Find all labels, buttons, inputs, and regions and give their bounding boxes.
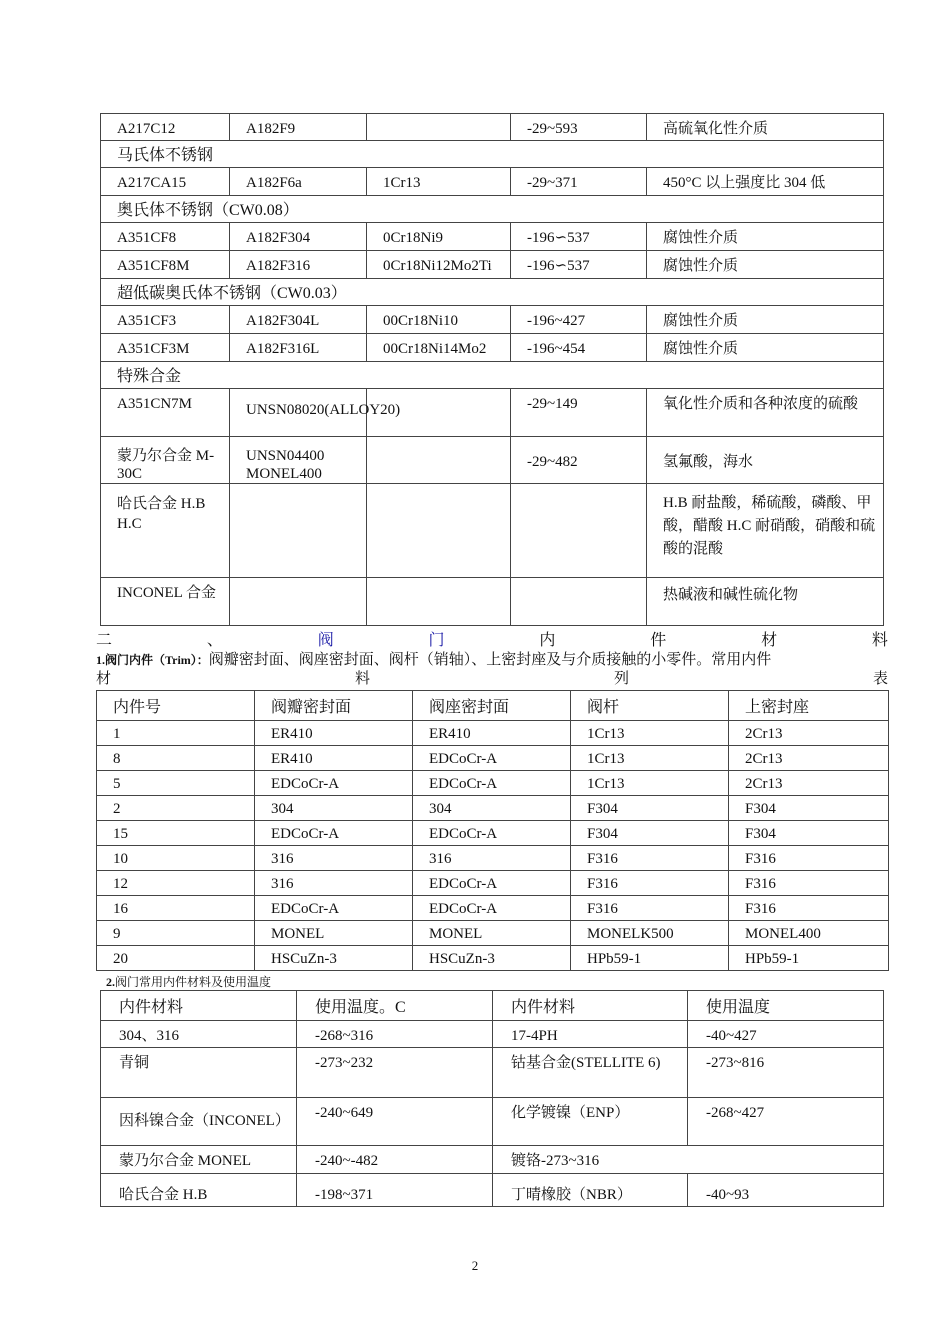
table-row (97, 921, 889, 946)
category-header: 特殊合金 (101, 362, 884, 389)
table-cell: -29~593 (511, 114, 647, 141)
table-cell: -196∽537 (511, 223, 647, 251)
column-header: 使用温度 (688, 991, 884, 1021)
table-cell: 腐蚀性介质 (647, 251, 884, 279)
table-cell: 1Cr13 (367, 168, 511, 196)
table-cell: F316 (729, 871, 889, 896)
table-cell: 氧化性介质和各种浓度的硫酸 (647, 389, 884, 437)
table-cell: -40~427 (688, 1021, 884, 1048)
table-cell: MONEL (413, 921, 571, 946)
table-row (101, 1098, 884, 1146)
table-cell: -273~816 (688, 1048, 884, 1098)
table-cell: 0Cr18Ni9 (367, 223, 511, 251)
table-cell: -268~316 (297, 1021, 493, 1048)
table-cell: -196~454 (511, 334, 647, 362)
intro-number: 1. (96, 653, 105, 667)
table-cell: EDCoCr-A (255, 896, 413, 921)
table-row (101, 196, 884, 223)
table-row (101, 389, 884, 437)
table-cell: -198~371 (297, 1174, 493, 1207)
table-cell: F304 (729, 821, 889, 846)
table-cell: ER410 (413, 721, 571, 746)
table-cell: 316 (413, 846, 571, 871)
table-cell: -196∽537 (511, 251, 647, 279)
table-cell: 2Cr13 (729, 721, 889, 746)
table-cell: F316 (729, 846, 889, 871)
table-cell: 316 (255, 871, 413, 896)
column-header: 阀座密封面 (413, 691, 571, 721)
table-cell: A182F316 (230, 251, 367, 279)
table-cell: F316 (729, 896, 889, 921)
section-title-char: 内 (539, 632, 556, 649)
table-cell: -196~427 (511, 306, 647, 334)
table-cell: -273~232 (297, 1048, 493, 1098)
table-cell: MONELK500 (571, 921, 729, 946)
table-row (101, 578, 884, 626)
table-cell: -29~482 (511, 437, 647, 484)
table-cell: A182F316L (230, 334, 367, 362)
table-row (101, 114, 884, 141)
table-cell: 12 (97, 871, 255, 896)
table-cell: ER410 (255, 721, 413, 746)
table-cell: EDCoCr-A (413, 746, 571, 771)
table-row (101, 279, 884, 306)
table-cell: F304 (571, 821, 729, 846)
table-cell: EDCoCr-A (255, 821, 413, 846)
intro-bold: 阀门内件（Trim）： (105, 653, 209, 667)
subsection-title (106, 975, 271, 989)
column-header: 内件材料 (101, 991, 297, 1021)
table-cell: 8 (97, 746, 255, 771)
table-cell: -29~371 (511, 168, 647, 196)
table-row (101, 362, 884, 389)
table-cell: F304 (729, 796, 889, 821)
column-header: 阀杆 (571, 691, 729, 721)
table-cell: 腐蚀性介质 (647, 306, 884, 334)
table-row (101, 306, 884, 334)
table-cell: HPb59-1 (571, 946, 729, 971)
table-cell (367, 114, 511, 141)
table-cell: 高硫氧化性介质 (647, 114, 884, 141)
table-row (97, 946, 889, 971)
table-cell: 316 (255, 846, 413, 871)
table-cell: 15 (97, 821, 255, 846)
table-row (97, 721, 889, 746)
table-cell: A182F304 (230, 223, 367, 251)
table-row (101, 1146, 884, 1174)
page-number: 2 (471, 1258, 479, 1273)
section-title-char: 二 (96, 632, 113, 649)
table-cell: 蒙乃尔合金 M-30C (101, 437, 230, 484)
table-row (101, 334, 884, 362)
table-row (97, 846, 889, 871)
trim-intro-line2 (96, 670, 888, 688)
table-cell: 00Cr18Ni10 (367, 306, 511, 334)
table-row (101, 437, 884, 484)
table-cell: 青铜 (101, 1048, 297, 1098)
table-cell: EDCoCr-A (413, 821, 571, 846)
table-cell: 2 (97, 796, 255, 821)
table-cell: 5 (97, 771, 255, 796)
table-cell: UNSN04400 MONEL400 (230, 437, 367, 484)
table-cell: A351CF3 (101, 306, 230, 334)
column-header: 使用温度。C (297, 991, 493, 1021)
table-cell: 304、316 (101, 1021, 297, 1048)
category-header: 奥氏体不锈钢（CW0.08） (101, 196, 884, 223)
table-cell: 1Cr13 (571, 771, 729, 796)
table-cell (511, 484, 647, 578)
table-cell: A217C12 (101, 114, 230, 141)
section-title-char: 门 (428, 632, 445, 649)
table-row (101, 223, 884, 251)
table-cell: 热碱液和碱性硫化物 (647, 578, 884, 626)
table-cell: EDCoCr-A (255, 771, 413, 796)
table-cell (230, 578, 367, 626)
table-cell (367, 484, 511, 578)
table-cell: 10 (97, 846, 255, 871)
table-cell: F304 (571, 796, 729, 821)
table-cell: A182F9 (230, 114, 367, 141)
table-cell: A351CN7M (101, 389, 230, 437)
table-cell: 17-4PH (493, 1021, 688, 1048)
table-cell: 腐蚀性介质 (647, 334, 884, 362)
table-cell: 哈氏合金 H.B H.C (101, 484, 230, 578)
table-cell: 2Cr13 (729, 771, 889, 796)
table-cell: 因科镍合金（INCONEL） (101, 1098, 297, 1146)
table-cell (511, 578, 647, 626)
table-cell: EDCoCr-A (413, 896, 571, 921)
table-row (97, 871, 889, 896)
table-cell: 9 (97, 921, 255, 946)
section-title-char: 材 (761, 632, 778, 649)
table-cell: HPb59-1 (729, 946, 889, 971)
table-cell: 16 (97, 896, 255, 921)
table-cell: 1Cr13 (571, 721, 729, 746)
category-header: 马氏体不锈钢 (101, 141, 884, 168)
table-row (101, 1174, 884, 1207)
table-cell: EDCoCr-A (413, 871, 571, 896)
table-cell: A351CF8M (101, 251, 230, 279)
table-cell: HSCuZn-3 (255, 946, 413, 971)
intro-char: 表 (872, 671, 888, 687)
table-row (97, 896, 889, 921)
table-cell: A351CF8 (101, 223, 230, 251)
table-cell: INCONEL 合金 (101, 578, 230, 626)
table-cell: F316 (571, 846, 729, 871)
table-row (97, 796, 889, 821)
table-cell: A217CA15 (101, 168, 230, 196)
category-header: 超低碳奥氏体不锈钢（CW0.03） (101, 279, 884, 306)
table-cell: 镀铬-273~316 (493, 1146, 884, 1174)
table-cell: 化学镀镍（ENP） (493, 1098, 688, 1146)
table-row (101, 251, 884, 279)
table-cell: -40~93 (688, 1174, 884, 1207)
table-row (97, 746, 889, 771)
section-title-char: 件 (650, 632, 667, 649)
intro-char: 列 (613, 671, 629, 687)
column-header: 阀瓣密封面 (255, 691, 413, 721)
trim-table (96, 690, 889, 971)
table-header-row (101, 991, 884, 1021)
column-header: 上密封座 (729, 691, 889, 721)
column-header: 内件材料 (493, 991, 688, 1021)
table-cell: -29~149 (511, 389, 647, 437)
table-cell: MONEL400 (729, 921, 889, 946)
section-title-char: 阀 (317, 632, 334, 649)
table-cell: A182F6a (230, 168, 367, 196)
table-row (101, 484, 884, 578)
table-cell: 腐蚀性介质 (647, 223, 884, 251)
table-cell: H.B 耐盐酸，稀硫酸，磷酸、甲酸，醋酸 H.C 耐硝酸，硝酸和硫酸的混酸 (647, 484, 884, 578)
table-cell: F316 (571, 896, 729, 921)
table-row (97, 771, 889, 796)
table-cell: A351CF3M (101, 334, 230, 362)
table-cell: 450°C 以上强度比 304 低 (647, 168, 884, 196)
table-cell: F316 (571, 871, 729, 896)
table-cell (367, 578, 511, 626)
subsection-number: 2. (106, 975, 115, 989)
table-row (101, 1021, 884, 1048)
table-cell: 1Cr13 (571, 746, 729, 771)
table-cell: 丁晴橡胶（NBR） (493, 1174, 688, 1207)
table-cell: 304 (413, 796, 571, 821)
table-row (101, 141, 884, 168)
table-cell: -268~427 (688, 1098, 884, 1146)
table-header-row (97, 691, 889, 721)
table-cell: 0Cr18Ni12Mo2Ti (367, 251, 511, 279)
table-cell: -240~-482 (297, 1146, 493, 1174)
temperature-table (100, 990, 884, 1207)
table-row (97, 821, 889, 846)
table-cell: -240~649 (297, 1098, 493, 1146)
table-row (101, 168, 884, 196)
column-header: 内件号 (97, 691, 255, 721)
table-cell: 1 (97, 721, 255, 746)
intro-text: 阀瓣密封面、阀座密封面、阀杆（销轴）、上密封座及与介质接触的小零件。常用内件 (208, 652, 772, 668)
table-cell: 20 (97, 946, 255, 971)
table-cell: ER410 (255, 746, 413, 771)
subsection-text: 阀门常用内件材料及使用温度 (115, 975, 272, 989)
table-cell: MONEL (255, 921, 413, 946)
table-cell: HSCuZn-3 (413, 946, 571, 971)
section-title-char: 料 (871, 632, 888, 649)
section-title-char: 、 (206, 632, 223, 649)
table-cell: 蒙乃尔合金 MONEL (101, 1146, 297, 1174)
table-cell: 哈氏合金 H.B (101, 1174, 297, 1207)
materials-table (100, 113, 884, 626)
table-cell: 2Cr13 (729, 746, 889, 771)
table-cell: EDCoCr-A (413, 771, 571, 796)
table-cell: 钴基合金(STELLITE 6) (493, 1048, 688, 1098)
table-cell (367, 437, 511, 484)
table-cell: 氢氟酸，海水 (647, 437, 884, 484)
table-cell (230, 484, 367, 578)
section-title (96, 627, 888, 649)
table-cell: 304 (255, 796, 413, 821)
intro-char: 料 (354, 671, 370, 687)
table-cell: UNSN08020(ALLOY20) (230, 389, 367, 437)
table-cell: 00Cr18Ni14Mo2 (367, 334, 511, 362)
table-row (101, 1048, 884, 1098)
intro-char: 材 (96, 671, 112, 687)
table-cell: A182F304L (230, 306, 367, 334)
trim-intro (96, 651, 888, 669)
